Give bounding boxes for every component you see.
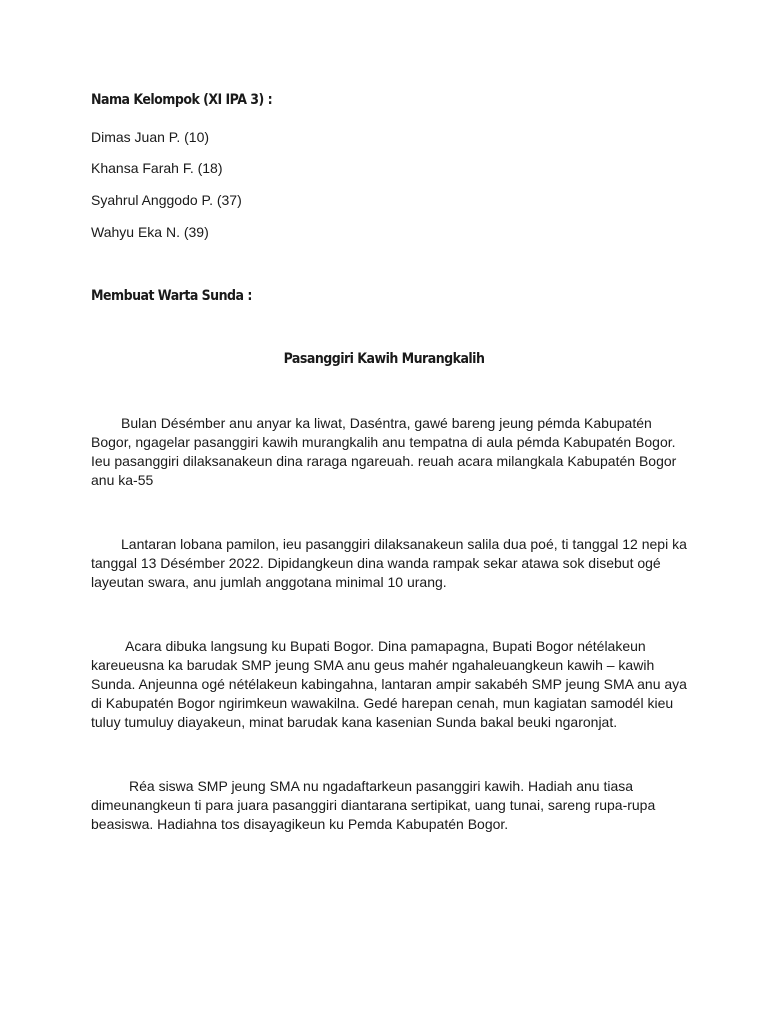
member-item: Dimas Juan P. (10): [91, 129, 210, 145]
article-title: Pasanggiri Kawih Murangkalih: [283, 351, 485, 367]
article-paragraph: Bulan Désémber anu anyar ka liwat, Daséntra, gawé bareng jeung pémda Kabupatén Bogor, ngagelar pasanggiri kawih murangkalih anu tempatna di aula pémda Kabupatén Bogor. Ieu pasanggiri dilaksanakeun dina raraga ngareuah. reuah acara milangkala Kabupatén Bogor anu ka-55: [91, 415, 677, 488]
article-paragraph: Acara dibuka langsung ku Bupati Bogor. Dina pamapagna, Bupati Bogor nétélakeun kareueusna ka barudak SMP jeung SMA anu geus mahér ngahaleuangkeun kawih – kawih Sunda. Anjeunna ogé nétélakeun kabingahna, lantaran ampir sakabéh SMP jeung SMA anu aya di Kabupatén Bogor ngirimkeun wawakilna. Gedé harepan cenah, mun kagiatan samodél kieu tuluy tumuluy diayakeun, minat barudak kana kasenian Sunda bakal beuki ngaronjat.: [91, 638, 687, 730]
article-paragraph: Lantaran lobana pamilon, ieu pasanggiri dilaksanakeun salila dua poé, ti tanggal 12 nepi ka tanggal 13 Désémber 2022. Dipidangkeun dina wanda rampak sekar atawa sok disebut ogé layeutan swara, anu jumlah anggotana minimal 10 urang.: [91, 536, 687, 590]
member-item: Khansa Farah F. (18): [91, 160, 223, 176]
assignment-heading: Membuat Warta Sunda :: [91, 288, 252, 304]
member-item: Syahrul Anggodo P. (37): [91, 192, 242, 208]
member-item: Wahyu Eka N. (39): [91, 224, 209, 240]
group-heading: Nama Kelompok (XI IPA 3) :: [91, 92, 273, 108]
article-paragraph: Réa siswa SMP jeung SMA nu ngadaftarkeun pasanggiri kawih. Hadiah anu tiasa dimeunangkeun ti para juara pasanggiri diantarana sertipikat, uang tunai, sareng rupa-rupa beasiswa. Hadiahna tos disayagikeun ku Pemda Kabupatén Bogor.: [91, 778, 656, 832]
